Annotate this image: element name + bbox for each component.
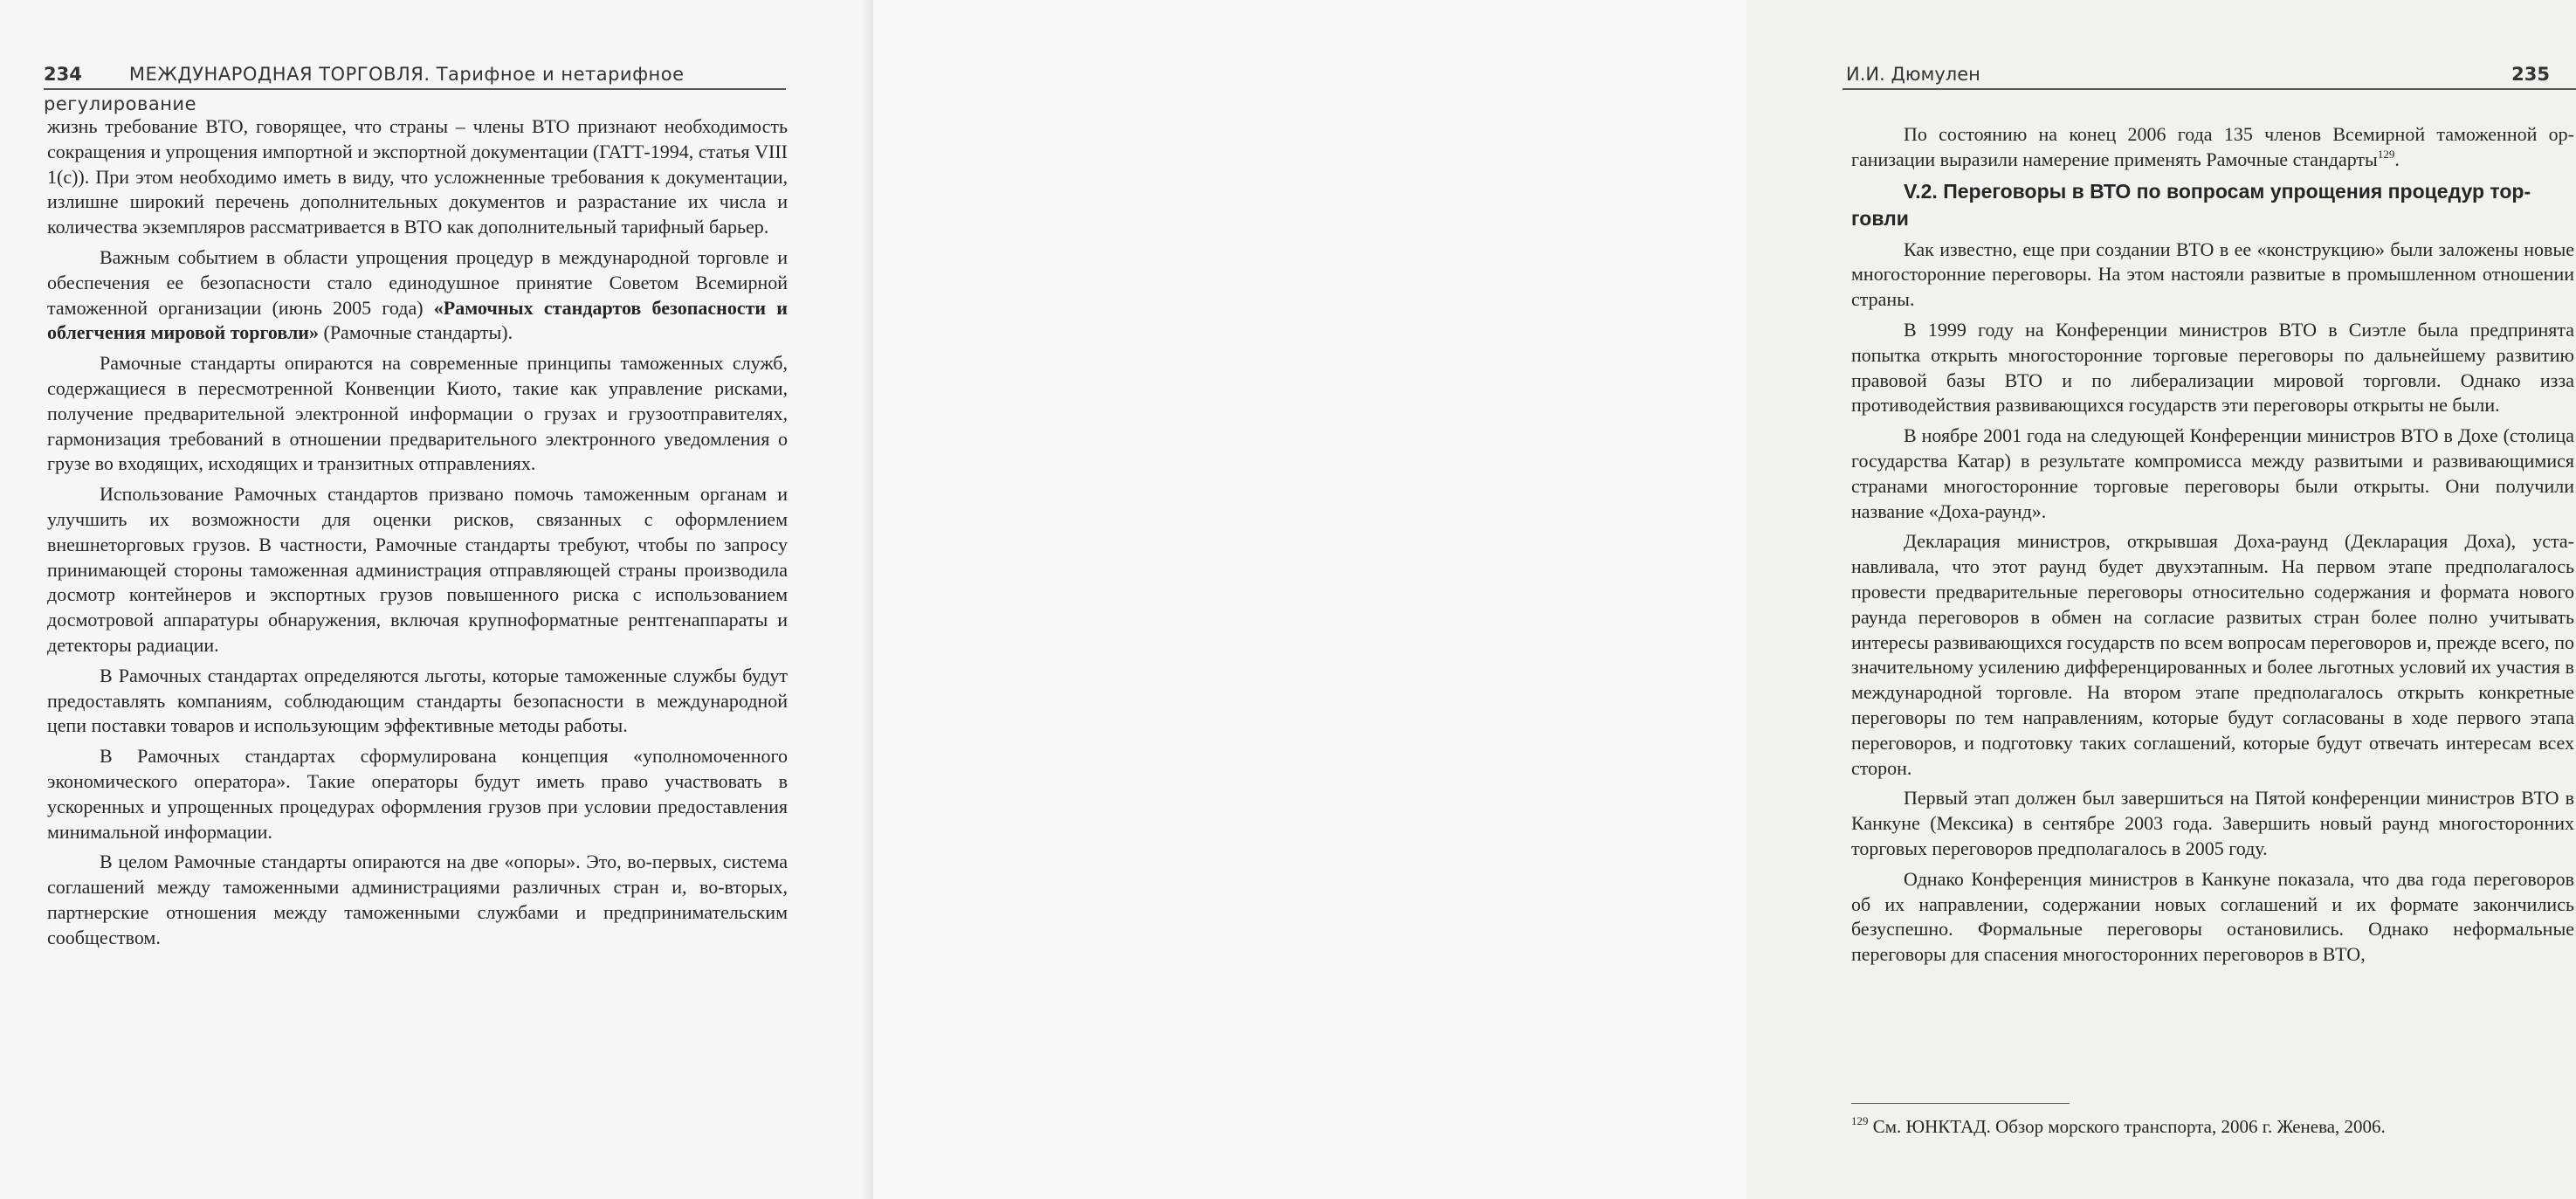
paragraph: Как известно, еще при создании ВТО в ее «конструкцию» были заложены новые многосторонние переговоры. На этом настояли развитые в промышленном отношении страны. bbox=[1851, 238, 2574, 311]
right-running-head bbox=[1842, 59, 2576, 89]
left-page bbox=[0, 0, 873, 1199]
right-page bbox=[873, 0, 2574, 1199]
footnote bbox=[1851, 1114, 2576, 1139]
footnote-separator bbox=[1851, 1103, 2070, 1104]
footnote-number: 129 bbox=[1851, 1114, 1869, 1127]
paragraph: Важным событием в области упрощения процедур в международной торговле и обеспечения ее безопасности стало единодушное принятие Советом Всемирной таможенной организации (июнь 2005 года) «Рамочных стандартов безопасности и облегчения мировой торговли» (Рамочные стандарты). bbox=[47, 245, 788, 344]
paragraph: Использование Рамочных стандартов призвано помочь таможенным органам и улучшить их возможности для оценки рисков, связанных с оформлением внешнеторговых грузов. В частности, Рамочные стандарты требуют, чтобы по запросу принимающей стороны таможенная администрация отправляющей страны производила досмотр контейнеров и экспортных грузов повышенного риска с использованием досмотровой аппаратуры обнаружения, включая крупноформатные рентгенаппараты и детекторы радиации. bbox=[47, 483, 788, 656]
paragraph: В целом Рамочные стандарты опираются на две «опоры». Это, во-первых, система соглашений между таможенными администрациями различных стран и, во-вторых, партнерские отношения между таможенными службами и предпринимательским сообществом. bbox=[47, 851, 788, 948]
paragraph: В Рамочных стандартах определяются льготы, которые таможенные службы будут предоставлять компаниям, соблюдающим стандарты безопасности в международной цепи поставки товаров и использующим эффективные методы работы. bbox=[47, 664, 788, 737]
paragraph: Однако Конференция министров в Канкуне показала, что два года переговоров об их направлении, содержании новых соглашений и их формате закончились безуспешно. Формальные переговоры остановились. Однако неформальные переговоры для спасения многосторонних переговоров в ВТО, bbox=[1851, 867, 2574, 966]
paragraph: Декларация министров, открывшая Доха-раунд (Декларация Доха), устанавливала, что этот раунд будет двухэтапным. На первом этапе предполагалось провести предварительные переговоры относительно содержания и формата нового раунда переговоров в обмен на согласие развитых стран более полно учитывать интересы развивающихся государств по всем вопросам переговоров и, прежде всего, по значительному усилению дифференцированных и более льготных условий их участия в международной торговле. На втором этапе предполагалось открыть конкретные переговоры по тем направлениям, которые будут согласованы в ходе первого этапа переговоров, и подготовку таких соглашений, которые будут отвечать интересам всех сторон. bbox=[1851, 530, 2574, 779]
paragraph: жизнь требование ВТО, говорящее, что страны – члены ВТО признают необходимость сокращения и упрощения импортной и экспортной документации (ГАТТ-1994, статья VIII 1(с)). При этом необходимо иметь в виду, что усложненные требования к документации, излишне широкий перечень дополнительных документов и разрастание их числа и количества экземпляров рассматривается в ВТО как дополнительный тарифный барьер. bbox=[47, 115, 788, 238]
right-page-number: 235 bbox=[2511, 64, 2550, 85]
left-running-title: МЕЖДУНАРОДНАЯ ТОРГОВЛЯ. Тарифное и нетарифное регулирование bbox=[44, 64, 685, 114]
right-running-author: И.И. Дюмулен bbox=[1846, 64, 1980, 85]
right-body-text bbox=[1851, 122, 2574, 973]
paragraph: В ноябре 2001 года на следующей Конференции министров ВТО в Дохе (столица государства Катар) в результате компромисса между развитыми и развивающимися странами многосторонние торговые переговоры были открыты. Они получили название «Доха-раунд». bbox=[1851, 424, 2574, 522]
left-page-number: 234 bbox=[44, 64, 82, 85]
footnote-reference[interactable]: 129 bbox=[2377, 147, 2395, 161]
paragraph: По состоянию на конец 2006 года 135 членов Всемирной таможенной организации выразили намерение применять Рамочные стандарты$^{129}$. bbox=[1851, 123, 2574, 170]
paragraph: В 1999 году на Конференции министров ВТО в Сиэтле была предпринята попытка открыть многосторонние торговые переговоры по дальнейшему развитию правовой базы ВТО и по либерализации мировой торговли. Однако изза противодействия развивающихся государств эти переговоры открыты не были. bbox=[1851, 318, 2574, 417]
left-body-text bbox=[47, 114, 788, 956]
paragraph: Рамочные стандарты опираются на современные принципы таможенных служб, содержащиеся в пересмотренной Конвенции Киото, такие как управление рисками, получение предварительной электронной информации о грузах и грузоотправителях, гармонизация требований в отношении предварительного электронного уведомления о грузе во входящих, исходящих и транзитных отправлениях. bbox=[47, 352, 788, 475]
left-header-rule bbox=[44, 88, 786, 90]
footnote-text: См. ЮНКТАД. Обзор морского транспорта, 2006 г. Женева, 2006. bbox=[1868, 1116, 2386, 1137]
left-running-head bbox=[44, 59, 786, 114]
paragraph: Первый этап должен был завершиться на Пятой конференции министров ВТО в Канкуне (Мексика) в сентябре 2003 года. Завершить новый раунд многосторонних торговых переговоров предполагалось в 2005 году. bbox=[1851, 787, 2574, 859]
right-header-rule bbox=[1842, 88, 2576, 90]
paragraph: В Рамочных стандартах сформулирована концепция «уполномоченного экономического оператора». Такие операторы будут иметь право участвовать в ускоренных и упрощенных процедурах оформления грузов при условии предоставления минимальной информации. bbox=[47, 745, 788, 843]
bold-title-phrase: «Рамочных стандартов безопасности и облегчения мировой торговли» bbox=[47, 296, 788, 344]
section-heading: V.2. Переговоры в ВТО по вопросам упрощения процедур торговли bbox=[1851, 179, 2531, 230]
